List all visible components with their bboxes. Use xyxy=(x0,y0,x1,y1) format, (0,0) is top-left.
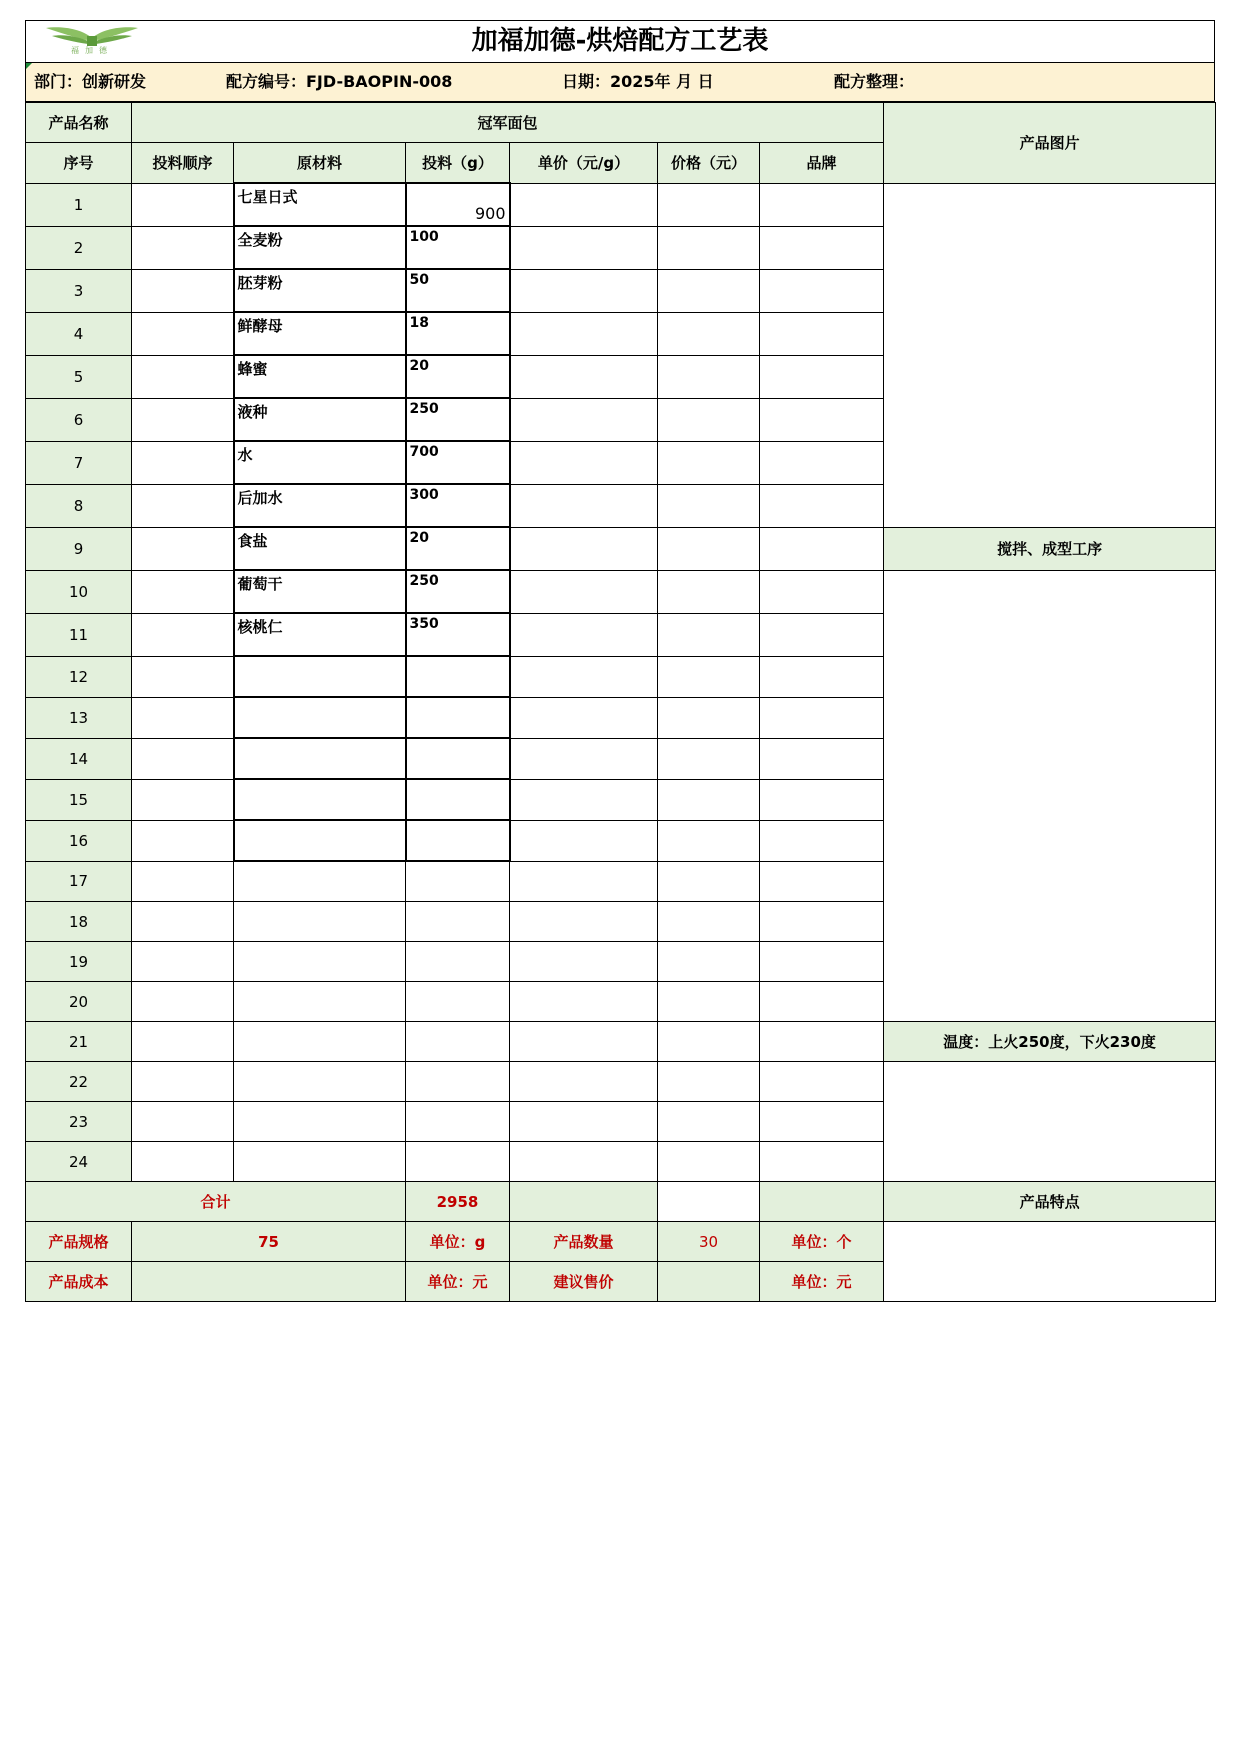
row-brand-cell[interactable] xyxy=(760,484,884,527)
table-row xyxy=(26,1062,1216,1102)
row-brand-cell[interactable] xyxy=(760,226,884,269)
row-unit-price-cell[interactable] xyxy=(510,942,658,982)
row-price-cell[interactable] xyxy=(658,1022,760,1062)
row-price-cell[interactable] xyxy=(658,398,760,441)
row-price-cell[interactable] xyxy=(658,942,760,982)
row-order-cell[interactable] xyxy=(132,738,234,779)
row-brand-cell[interactable] xyxy=(760,820,884,861)
row-seq: 18 xyxy=(26,902,132,942)
row-brand-cell[interactable] xyxy=(760,398,884,441)
temperature-label: 温度：上火250度，下火230度 xyxy=(884,1022,1216,1062)
row-material-cell[interactable] xyxy=(234,982,406,1022)
row-order-cell[interactable] xyxy=(132,1142,234,1182)
count-unit: 单位：个 xyxy=(760,1222,884,1262)
table-row xyxy=(26,183,1216,226)
info-row xyxy=(25,62,1215,102)
row-price-cell[interactable] xyxy=(658,613,760,656)
row-unit-price-cell[interactable] xyxy=(510,1022,658,1062)
total-brand-cell[interactable] xyxy=(760,1182,884,1222)
row-material-cell[interactable]: 核桃仁 xyxy=(234,613,406,656)
row-price-cell[interactable] xyxy=(658,527,760,570)
row-unit-price-cell[interactable] xyxy=(510,613,658,656)
row-qty-cell[interactable]: 250 xyxy=(406,398,510,441)
organizer-field[interactable]: 配方整理： xyxy=(834,72,915,91)
row-price-cell[interactable] xyxy=(658,861,760,902)
row-material-cell[interactable]: 液种 xyxy=(234,398,406,441)
row-unit-price-cell[interactable] xyxy=(510,820,658,861)
row-seq: 13 xyxy=(26,697,132,738)
cost-unit: 单位：元 xyxy=(406,1262,510,1302)
row-price-cell[interactable] xyxy=(658,820,760,861)
row-qty-cell[interactable] xyxy=(406,1062,510,1102)
row-material-cell[interactable] xyxy=(234,902,406,942)
row-brand-cell[interactable] xyxy=(760,861,884,902)
product-features-label: 产品特点 xyxy=(884,1182,1216,1222)
row-qty-cell[interactable]: 100 xyxy=(406,226,510,269)
row-qty-cell[interactable]: 700 xyxy=(406,441,510,484)
cost-label: 产品成本 xyxy=(26,1262,132,1302)
row-seq: 20 xyxy=(26,982,132,1022)
row-order-cell[interactable] xyxy=(132,820,234,861)
row-seq: 12 xyxy=(26,656,132,697)
row-order-cell[interactable] xyxy=(132,613,234,656)
row-qty-cell[interactable]: 50 xyxy=(406,269,510,312)
row-brand-cell[interactable] xyxy=(760,779,884,820)
row-qty-cell[interactable]: 300 xyxy=(406,484,510,527)
row-material-cell[interactable]: 鲜酵母 xyxy=(234,312,406,355)
row-unit-price-cell[interactable] xyxy=(510,1062,658,1102)
row-seq: 15 xyxy=(26,779,132,820)
row-price-cell[interactable] xyxy=(658,656,760,697)
row-order-cell[interactable] xyxy=(132,861,234,902)
total-row xyxy=(26,1182,1216,1222)
spec-row xyxy=(26,1222,1216,1262)
row-seq: 2 xyxy=(26,226,132,269)
row-order-cell[interactable] xyxy=(132,1062,234,1102)
mixing-process-label: 搅拌、成型工序 xyxy=(884,527,1216,570)
col-header-brand: 品牌 xyxy=(760,143,884,184)
row-material-cell[interactable] xyxy=(234,656,406,697)
row-brand-cell[interactable] xyxy=(760,656,884,697)
row-unit-price-cell[interactable] xyxy=(510,738,658,779)
row-price-cell[interactable] xyxy=(658,183,760,226)
row-order-cell[interactable] xyxy=(132,269,234,312)
row-material-cell[interactable]: 七星日式 xyxy=(234,183,406,226)
row-brand-cell[interactable] xyxy=(760,942,884,982)
row-price-cell[interactable] xyxy=(658,441,760,484)
product-image-area[interactable] xyxy=(884,183,1216,527)
row-material-cell[interactable] xyxy=(234,1142,406,1182)
row-brand-cell[interactable] xyxy=(760,1062,884,1102)
row-material-cell[interactable] xyxy=(234,1022,406,1062)
row-seq: 1 xyxy=(26,183,132,226)
table-row xyxy=(26,1022,1216,1062)
suggested-price-unit: 单位：元 xyxy=(760,1262,884,1302)
mixing-process-area[interactable] xyxy=(884,570,1216,1022)
row-order-cell[interactable] xyxy=(132,355,234,398)
col-header-order: 投料顺序 xyxy=(132,143,234,184)
table-row xyxy=(26,570,1216,613)
row-seq: 10 xyxy=(26,570,132,613)
row-unit-price-cell[interactable] xyxy=(510,355,658,398)
row-seq: 7 xyxy=(26,441,132,484)
row-price-cell[interactable] xyxy=(658,269,760,312)
row-unit-price-cell[interactable] xyxy=(510,861,658,902)
row-price-cell[interactable] xyxy=(658,738,760,779)
row-brand-cell[interactable] xyxy=(760,269,884,312)
row-price-cell[interactable] xyxy=(658,697,760,738)
row-qty-cell[interactable] xyxy=(406,820,510,861)
row-order-cell[interactable] xyxy=(132,1102,234,1142)
row-brand-cell[interactable] xyxy=(760,902,884,942)
row-material-cell[interactable] xyxy=(234,942,406,982)
row-unit-price-cell[interactable] xyxy=(510,902,658,942)
row-order-cell[interactable] xyxy=(132,982,234,1022)
row-seq: 11 xyxy=(26,613,132,656)
row-order-cell[interactable] xyxy=(132,902,234,942)
row-seq: 16 xyxy=(26,820,132,861)
count-value[interactable]: 30 xyxy=(658,1222,760,1262)
date-field[interactable]: 日期：2025年 月 日 xyxy=(562,72,714,91)
row-qty-cell[interactable] xyxy=(406,738,510,779)
row-brand-cell[interactable] xyxy=(760,613,884,656)
row-qty-cell[interactable] xyxy=(406,1102,510,1142)
row-price-cell[interactable] xyxy=(658,779,760,820)
row-order-cell[interactable] xyxy=(132,441,234,484)
row-material-cell[interactable]: 水 xyxy=(234,441,406,484)
row-brand-cell[interactable] xyxy=(760,1022,884,1062)
department-field[interactable]: 部门：创新研发 xyxy=(34,72,147,91)
page-title: 加福加德-烘焙配方工艺表 xyxy=(471,26,769,56)
product-name-label: 产品名称 xyxy=(26,103,132,143)
row-material-cell[interactable]: 胚芽粉 xyxy=(234,269,406,312)
row-unit-price-cell[interactable] xyxy=(510,312,658,355)
col-header-unit-price: 单价（元/g） xyxy=(510,143,658,184)
row-seq: 24 xyxy=(26,1142,132,1182)
row-qty-cell[interactable] xyxy=(406,1022,510,1062)
recipe-sheet xyxy=(25,20,1215,1302)
row-unit-price-cell[interactable] xyxy=(510,697,658,738)
row-qty-cell[interactable] xyxy=(406,902,510,942)
row-unit-price-cell[interactable] xyxy=(510,982,658,1022)
row-price-cell[interactable] xyxy=(658,226,760,269)
row-brand-cell[interactable] xyxy=(760,1102,884,1142)
row-order-cell[interactable] xyxy=(132,1022,234,1062)
row-order-cell[interactable] xyxy=(132,398,234,441)
cost-value[interactable] xyxy=(132,1262,406,1302)
spec-unit: 单位：g xyxy=(406,1222,510,1262)
row-seq: 22 xyxy=(26,1062,132,1102)
row-brand-cell[interactable] xyxy=(760,982,884,1022)
row-brand-cell[interactable] xyxy=(760,570,884,613)
row-seq: 9 xyxy=(26,527,132,570)
row-seq: 23 xyxy=(26,1102,132,1142)
row-material-cell[interactable] xyxy=(234,1062,406,1102)
row-price-cell[interactable] xyxy=(658,1142,760,1182)
logo-text: 福加德 xyxy=(71,46,113,55)
row-price-cell[interactable] xyxy=(658,982,760,1022)
row-qty-cell[interactable] xyxy=(406,1142,510,1182)
row-qty-cell[interactable]: 20 xyxy=(406,355,510,398)
recipe-number-field[interactable]: 配方编号：FJD-BAOPIN-008 xyxy=(226,72,453,91)
count-label: 产品数量 xyxy=(510,1222,658,1262)
row-price-cell[interactable] xyxy=(658,484,760,527)
row-qty-cell[interactable]: 18 xyxy=(406,312,510,355)
row-order-cell[interactable] xyxy=(132,570,234,613)
row-price-cell[interactable] xyxy=(658,570,760,613)
row-material-cell[interactable]: 葡萄干 xyxy=(234,570,406,613)
row-seq: 19 xyxy=(26,942,132,982)
row-brand-cell[interactable] xyxy=(760,355,884,398)
row-qty-cell[interactable] xyxy=(406,656,510,697)
row-material-cell[interactable] xyxy=(234,697,406,738)
suggested-price-label: 建议售价 xyxy=(510,1262,658,1302)
temperature-notes-area[interactable] xyxy=(884,1062,1216,1182)
row-qty-cell[interactable] xyxy=(406,861,510,902)
row-material-cell[interactable] xyxy=(234,738,406,779)
row-brand-cell[interactable] xyxy=(760,183,884,226)
row-order-cell[interactable] xyxy=(132,183,234,226)
col-header-qty: 投料（g） xyxy=(406,143,510,184)
row-order-cell[interactable] xyxy=(132,484,234,527)
table-row xyxy=(26,527,1216,570)
total-price-cell[interactable] xyxy=(658,1182,760,1222)
row-order-cell[interactable] xyxy=(132,942,234,982)
row-price-cell[interactable] xyxy=(658,1102,760,1142)
row-unit-price-cell[interactable] xyxy=(510,398,658,441)
suggested-price-value[interactable] xyxy=(658,1262,760,1302)
row-unit-price-cell[interactable] xyxy=(510,1102,658,1142)
row-qty-cell[interactable]: 250 xyxy=(406,570,510,613)
row-brand-cell[interactable] xyxy=(760,441,884,484)
row-unit-price-cell[interactable] xyxy=(510,656,658,697)
row-seq: 17 xyxy=(26,861,132,902)
row-qty-cell[interactable]: 20 xyxy=(406,527,510,570)
row-unit-price-cell[interactable] xyxy=(510,779,658,820)
row-qty-cell[interactable] xyxy=(406,982,510,1022)
row-order-cell[interactable] xyxy=(132,312,234,355)
comment-marker-icon xyxy=(26,63,32,69)
col-header-material: 原材料 xyxy=(234,143,406,184)
row-seq: 14 xyxy=(26,738,132,779)
row-qty-cell[interactable] xyxy=(406,942,510,982)
row-seq: 3 xyxy=(26,269,132,312)
row-material-cell[interactable]: 食盐 xyxy=(234,527,406,570)
row-brand-cell[interactable] xyxy=(760,527,884,570)
total-label: 合计 xyxy=(26,1182,406,1222)
row-price-cell[interactable] xyxy=(658,902,760,942)
row-order-cell[interactable] xyxy=(132,656,234,697)
row-price-cell[interactable] xyxy=(658,1062,760,1102)
row-seq: 4 xyxy=(26,312,132,355)
row-qty-cell[interactable]: 900 xyxy=(406,183,510,226)
col-header-seq: 序号 xyxy=(26,143,132,184)
row-unit-price-cell[interactable] xyxy=(510,441,658,484)
row-material-cell[interactable]: 蜂蜜 xyxy=(234,355,406,398)
row-order-cell[interactable] xyxy=(132,527,234,570)
row-unit-price-cell[interactable] xyxy=(510,226,658,269)
row-unit-price-cell[interactable] xyxy=(510,570,658,613)
row-material-cell[interactable]: 全麦粉 xyxy=(234,226,406,269)
row-qty-cell[interactable] xyxy=(406,697,510,738)
row-brand-cell[interactable] xyxy=(760,312,884,355)
title-row xyxy=(25,20,1215,62)
row-material-cell[interactable] xyxy=(234,861,406,902)
row-price-cell[interactable] xyxy=(658,312,760,355)
row-order-cell[interactable] xyxy=(132,697,234,738)
row-price-cell[interactable] xyxy=(658,355,760,398)
row-unit-price-cell[interactable] xyxy=(510,1142,658,1182)
row-qty-cell[interactable]: 350 xyxy=(406,613,510,656)
row-material-cell[interactable] xyxy=(234,1102,406,1142)
row-material-cell[interactable]: 后加水 xyxy=(234,484,406,527)
product-name-value[interactable]: 冠军面包 xyxy=(132,103,884,143)
total-value: 2958 xyxy=(406,1182,510,1222)
row-seq: 8 xyxy=(26,484,132,527)
col-header-price: 价格（元） xyxy=(658,143,760,184)
row-unit-price-cell[interactable] xyxy=(510,484,658,527)
spec-value[interactable]: 75 xyxy=(132,1222,406,1262)
row-brand-cell[interactable] xyxy=(760,738,884,779)
total-unit-price-cell[interactable] xyxy=(510,1182,658,1222)
row-seq: 6 xyxy=(26,398,132,441)
product-features-area[interactable] xyxy=(884,1222,1216,1302)
spec-label: 产品规格 xyxy=(26,1222,132,1262)
row-unit-price-cell[interactable] xyxy=(510,183,658,226)
row-seq: 5 xyxy=(26,355,132,398)
row-order-cell[interactable] xyxy=(132,779,234,820)
row-brand-cell[interactable] xyxy=(760,697,884,738)
row-unit-price-cell[interactable] xyxy=(510,527,658,570)
row-material-cell[interactable] xyxy=(234,820,406,861)
row-unit-price-cell[interactable] xyxy=(510,269,658,312)
product-image-label: 产品图片 xyxy=(884,103,1216,184)
recipe-table xyxy=(25,102,1216,1302)
row-qty-cell[interactable] xyxy=(406,779,510,820)
row-brand-cell[interactable] xyxy=(760,1142,884,1182)
row-order-cell[interactable] xyxy=(132,226,234,269)
row-seq: 21 xyxy=(26,1022,132,1062)
row-material-cell[interactable] xyxy=(234,779,406,820)
